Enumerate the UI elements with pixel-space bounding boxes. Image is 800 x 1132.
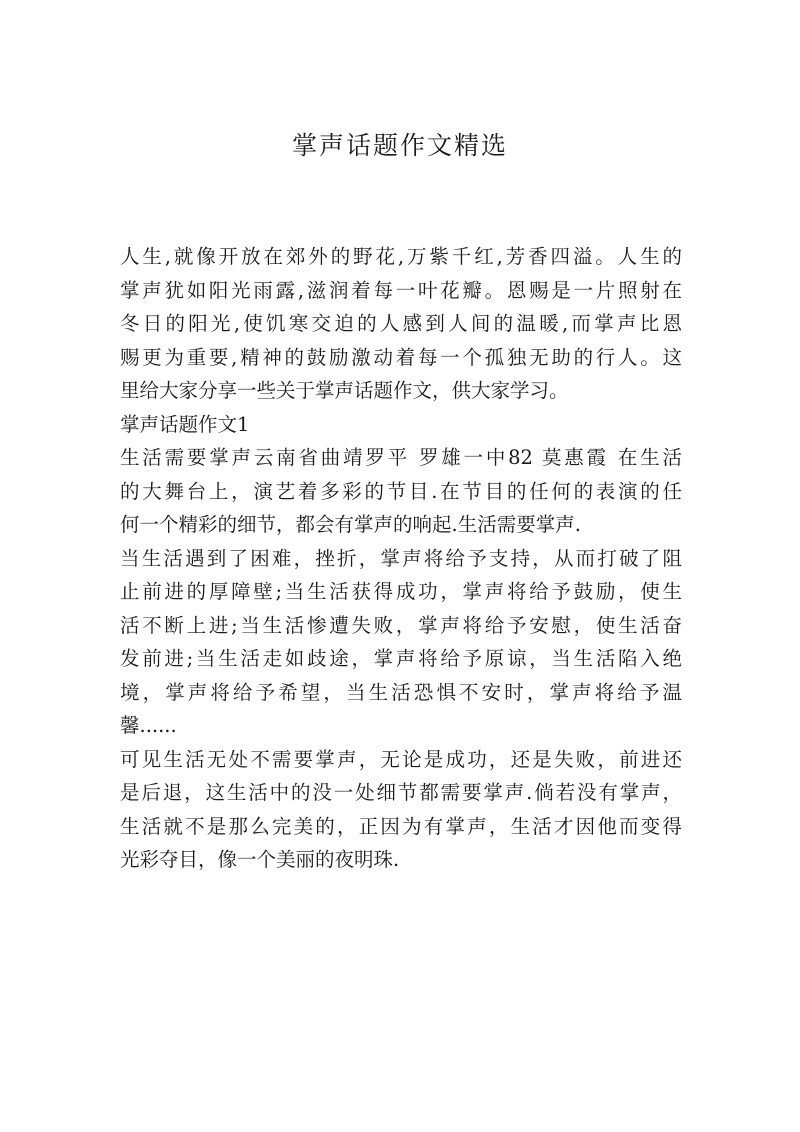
document-title: 掌声话题作文精选 bbox=[291, 131, 508, 160]
body-line: 活不断上进;当生活惨遭失败，掌声将给予安慰，使生活奋 bbox=[120, 613, 682, 637]
body-line: 的大舞台上，演艺着多彩的节目.在节目的任何的表演的任 bbox=[120, 479, 682, 503]
body-line: 里给大家分享一些关于掌声话题作文，供大家学习。 bbox=[120, 379, 569, 402]
body-line: 可见生活无处不需要掌声，无论是成功，还是失败，前进还 bbox=[120, 747, 682, 771]
body-line: 馨...... bbox=[120, 714, 177, 737]
body-line: 人生,就像开放在郊外的野花,万紫千红,芳香四溢。人生的 bbox=[120, 245, 682, 268]
body-line: 何一个精彩的细节，都会有掌声的响起.生活需要掌声. bbox=[120, 513, 581, 536]
body-line: 止前进的厚障壁;当生活获得成功，掌声将给予鼓励，使生 bbox=[120, 580, 682, 603]
body-line: 生活需要掌声云南省曲靖罗平 罗雄一中82 莫惠霞 在生活 bbox=[120, 446, 682, 469]
body-line: 生活就不是那么完美的，正因为有掌声，生活才因他而变得 bbox=[120, 814, 682, 838]
body-line: 冬日的阳光,使饥寒交迫的人感到人间的温暖,而掌声比恩 bbox=[120, 312, 682, 335]
body-line: 掌声犹如阳光雨露,滋润着每一叶花瓣。恩赐是一片照射在 bbox=[120, 278, 682, 302]
section-heading: 掌声话题作文1 bbox=[120, 412, 250, 436]
body-line: 是后退，这生活中的没一处细节都需要掌声.倘若没有掌声， bbox=[120, 781, 682, 804]
body-line: 光彩夺目，像一个美丽的夜明珠. bbox=[120, 848, 400, 871]
body-line: 境，掌声将给予希望，当生活恐惧不安时，掌声将给予温 bbox=[120, 680, 682, 704]
document-body bbox=[120, 240, 682, 877]
body-line: 赐更为重要,精神的鼓励激动着每一个孤独无助的行人。这 bbox=[120, 345, 682, 369]
body-line: 发前进;当生活走如歧途，掌声将给予原谅，当生活陷入绝 bbox=[120, 647, 682, 670]
body-line: 当生活遇到了困难，挫折，掌声将给予支持，从而打破了阻 bbox=[120, 546, 682, 570]
